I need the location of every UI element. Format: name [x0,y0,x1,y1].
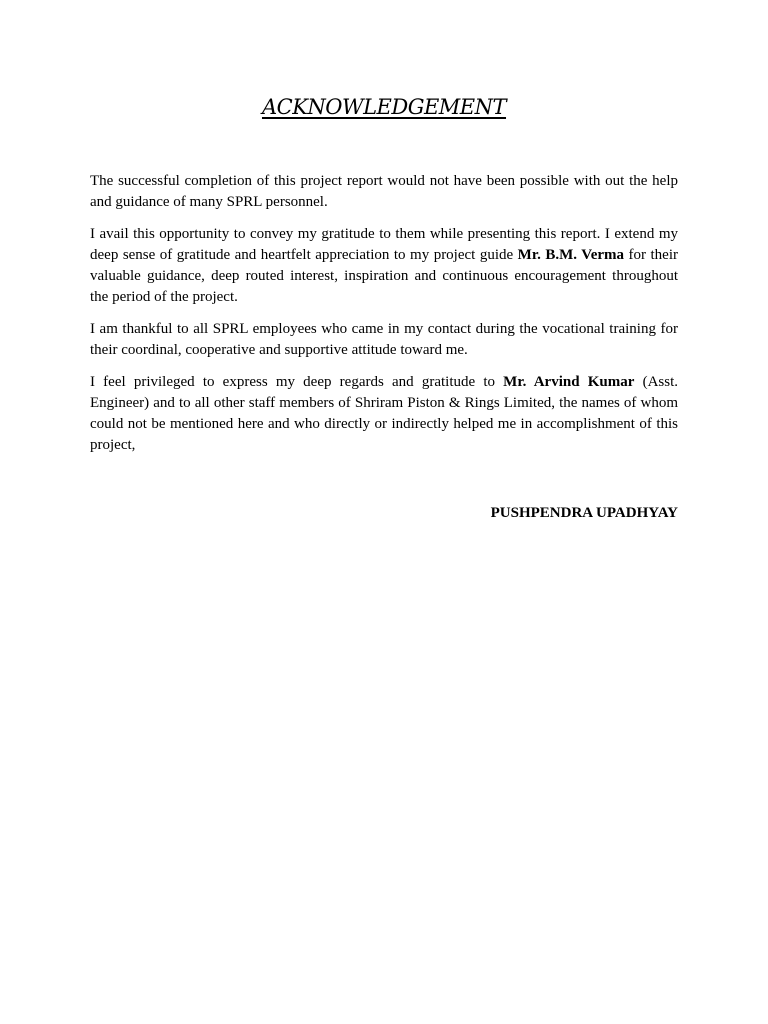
project-guide-name: Mr. B.M. Verma [517,247,625,263]
acknowledgement-body [90,171,678,467]
page-title: ACKNOWLEDGEMENT [261,95,507,119]
paragraph-1: The successful completion of this project report would not have been possible with out the help and guidance of many SPRL personnel. [90,173,678,210]
paragraph-3: I am thankful to all SPRL employees who came in my contact during the vocational training for their coordinal, cooperative and supportive attitude toward me. [90,321,678,358]
paragraph-4-text-end: (Asst. Engineer) and to all other staff members of Shriram Piston & Rings Limited, the names of whom could not be mentioned here and who directly or indirectly helped me in accomplishment of this project, [90,374,679,453]
paragraph-2-text-start: I avail this opportunity to convey my gratitude to them while presenting this report. I extend my deep sense of gratitude and heartfelt appreciation to my project guide [90,226,678,263]
paragraph-4 [90,372,678,456]
paragraph-4-text-start: I feel privileged to express my deep regards and gratitude to [90,374,504,390]
author-signature: PUSHPENDRA UPADHYAY [490,505,678,521]
paragraph-2 [90,224,678,308]
paragraph-2-text-end: for their valuable guidance, deep routed interest, inspiration and continuous encouragement throughout the period of the project. [90,247,679,305]
engineer-name: Mr. Arvind Kumar [503,374,635,390]
